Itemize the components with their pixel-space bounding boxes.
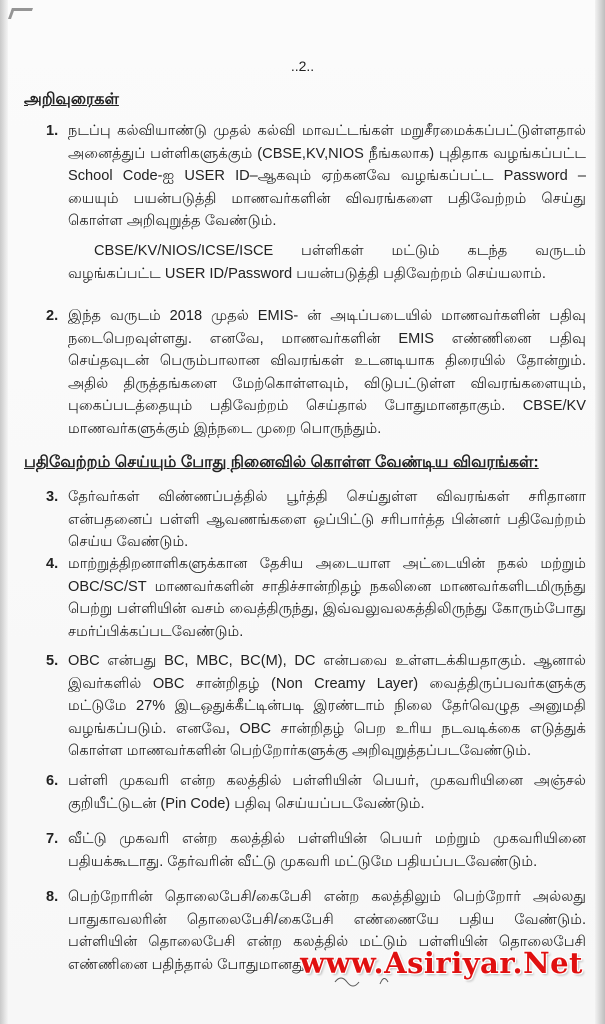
item-number: 2. — [46, 308, 59, 324]
item-number: 1. — [46, 123, 59, 139]
section-heading-advice: அறிவுரைகள் — [24, 91, 119, 108]
item-number: 7. — [46, 831, 59, 847]
list-item — [46, 553, 586, 643]
list-item — [46, 305, 586, 440]
corner-mark — [8, 8, 33, 19]
list-item — [46, 486, 586, 554]
list-item — [46, 828, 586, 873]
item-number: 5. — [46, 653, 59, 669]
item-text: இந்த வருடம் 2018 முதல் EMIS- ன் அடிப்படையில் மாணவர்களின் பதிவு நடைபெறவுள்ளது. எனவே, மாணவர்களின் EMIS எண்ணினை பதிவு செய்தவுடன் பெரும்பாலான விவரங்கள் உடனடியாக திரையில் தோன்றும். அதில் திருத்தங்களை மேற்கொள்ளவும், விடுபட்டுள்ள விவரங்களையும், புகைப்படத்தையும் பதிவேற்றம் செய்தால் போதுமானதாகும். CBSE/KV மாணவர்களுக்கும் இந்நடை முறை பொருந்தும். — [68, 308, 586, 437]
item-number: 8. — [46, 889, 59, 905]
item-number: 6. — [46, 773, 59, 789]
item-text: OBC என்பது BC, MBC, BC(M), DC என்பவை உள்ளடக்கியதாகும். ஆனால் இவர்களில் OBC சான்றிதழ் (Non Creamy Layer) வைத்திருப்பவர்களுக்கு மட்டுமே 27% இடஒதுக்கீட்டின்படி இரண்டாம் நிலை தேர்வெழுத அனுமதி வழங்கப்படும். எனவே, OBC சான்றிதழ் பெற உரிய நடவடிக்கை எடுத்துக் கொள்ள மாணவர்களின் பெற்றோர்களுக்கு அறிவுறுத்தப்படவேண்டும். — [68, 653, 586, 759]
section-heading-upload-notes: பதிவேற்றம் செய்யும் போது நினைவில் கொள்ள வேண்டிய விவரங்கள்: — [24, 454, 539, 471]
sub-paragraph: CBSE/KV/NIOS/ICSE/ISCE பள்ளிகள் மட்டும் கடந்த வருடம் வழங்கப்பட்ட USER ID/Password பயன்படுத்தி பதிவேற்றம் செய்யலாம். — [68, 243, 586, 282]
item-text: வீட்டு முகவரி என்ற கலத்தில் பள்ளியின் பெயர் மற்றும் முகவரியினை பதியக்கூடாது. தேர்வரின் வீட்டு முகவரி மட்டுமே பதியப்படவேண்டும். — [68, 831, 586, 870]
item-text: பெற்றோரின் தொலைபேசி/கைபேசி என்ற கலத்திலும் பெற்றோர் அல்லது பாதுகாவலரின் தொலைபேசி/கைபேசி எண்ணையே பதிய வேண்டும். பள்ளியின் தொலைபேசி என்ற கலத்தில் மட்டும் பள்ளியின் தொலைபேசி எண்ணினை பதிந்தால் போதுமானது. — [68, 889, 586, 973]
list-item — [46, 650, 586, 763]
page-left-edge — [0, 0, 8, 1024]
list-item — [46, 120, 586, 233]
item-number: 3. — [46, 489, 59, 505]
item-text: நடப்பு கல்வியாண்டு முதல் கல்வி மாவட்டங்கள் மறுசீரமைக்கப்பட்டுள்ளதால் அனைத்துப் பள்ளிகளுக்கும் (CBSE,KV,NIOS நீங்கலாக) புதிதாக வழங்கப்பட்ட School Code-ஐ USER ID–ஆகவும் ஏற்கனவே வழங்கப்பட்ட Password –யையும் பயன்படுத்தி மாணவர்களின் விவரங்களை பதிவேற்றம் செய்து கொள்ள அறிவுறுத்த வேண்டும். — [68, 123, 586, 229]
page-right-edge — [595, 0, 605, 1024]
list-item — [46, 770, 586, 815]
item-text: தேர்வர்கள் விண்ணப்பத்தில் பூர்த்தி செய்துள்ள விவரங்கள் சரிதானா என்பதனைப் பள்ளி ஆவணங்களை ஒப்பிட்டு சரிபார்த்த பின்னர் பதிவேற்றம் செய்ய வேண்டும். — [68, 489, 586, 550]
item-number: 4. — [46, 556, 59, 572]
item-text: பள்ளி முகவரி என்ற கலத்தில் பள்ளியின் பெயர், முகவரியினை அஞ்சல் குறியீட்டுடன் (Pin Code) பதிவு செய்யப்படவேண்டும். — [68, 773, 586, 812]
item-text: மாற்றுத்திறனாளிகளுக்கான தேசிய அடையாள அட்டையின் நகல் மற்றும் OBC/SC/ST மாணவர்களின் சாதிச்சான்றிதழ் நகலினை மாணவர்களிடமிருந்து பெற்று பள்ளியின் வசம் வைத்திருந்து, இவ்வலுவலகத்திலிருந்து கோரும்போது சமர்ப்பிக்கப்படவேண்டும். — [68, 556, 586, 640]
watermark-logo: www.Asiriyar.Net — [300, 946, 583, 980]
page-number: ..2.. — [290, 58, 315, 74]
